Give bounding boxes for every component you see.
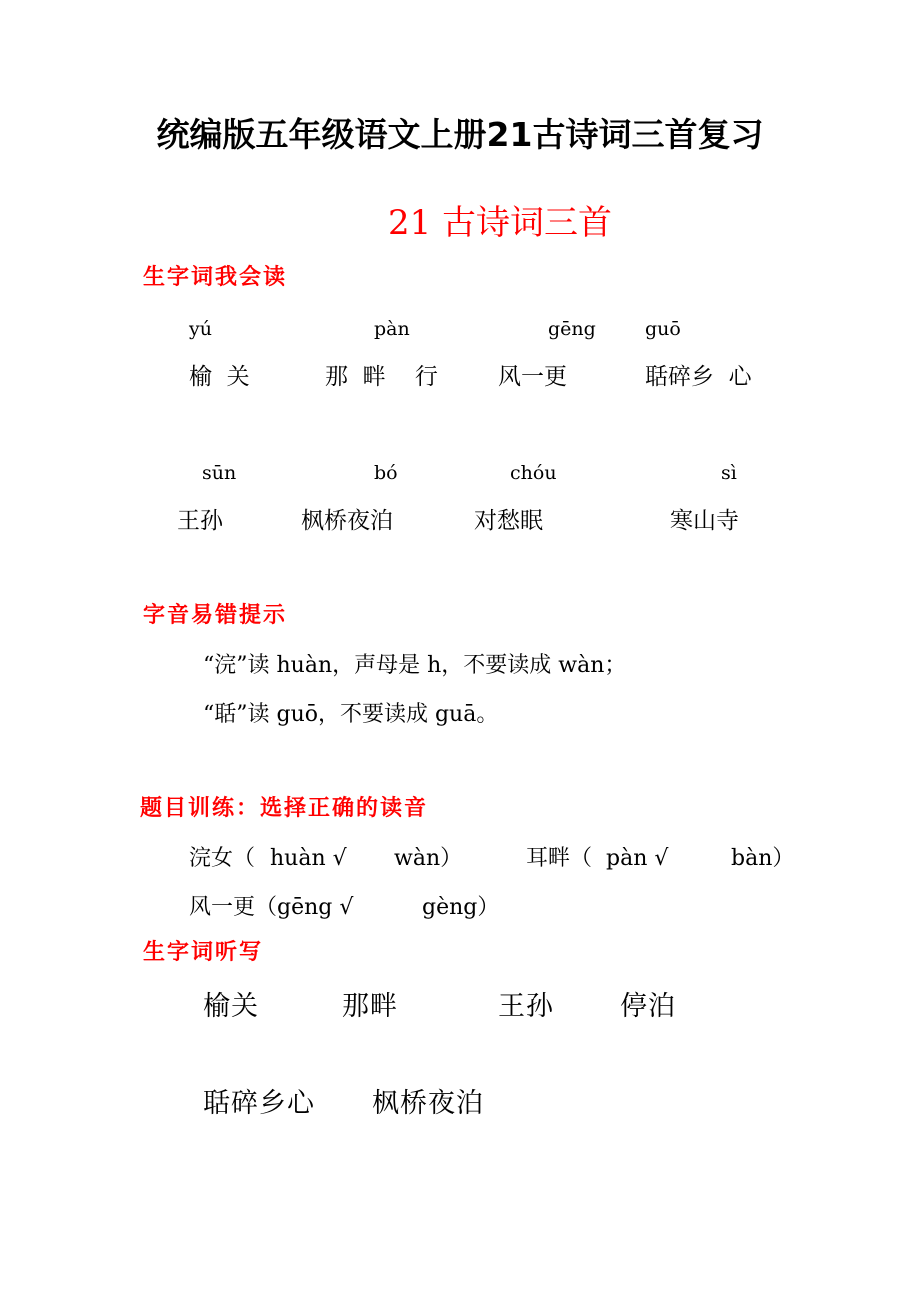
- exercise-word: 浣女（: [189, 846, 256, 871]
- dictation-word: 聒碎乡心: [203, 1088, 315, 1119]
- section-heading-pronunciation-tips: 字音易错提示: [143, 602, 288, 628]
- exercise-option-correct: pàn √: [606, 846, 669, 871]
- exercise-option: wàn）: [394, 846, 463, 871]
- exercise-word: 风一更（gēng √: [189, 895, 354, 920]
- dictation-word: 那畔: [342, 991, 398, 1022]
- pronunciation-note: “聒”读 guō，不要读成 guā。: [203, 702, 499, 727]
- vocab-word: 寒山寺: [670, 508, 739, 534]
- pinyin-label: sì: [721, 462, 737, 484]
- pinyin-label: pàn: [374, 318, 410, 340]
- pinyin-label: gēng: [548, 318, 596, 340]
- pinyin-label: bó: [374, 462, 398, 484]
- pinyin-label: sūn: [202, 462, 237, 484]
- section-heading-read-words: 生字词我会读: [143, 264, 288, 290]
- document-title: 统编版五年级语文上册21古诗词三首复习: [156, 115, 764, 154]
- pinyin-label: chóu: [510, 462, 557, 484]
- vocab-word: 榆 关: [189, 364, 250, 390]
- pinyin-label: yú: [189, 318, 212, 340]
- lesson-title: 21 古诗词三首: [387, 203, 613, 243]
- vocab-word: 风一更: [498, 364, 567, 390]
- dictation-word: 停泊: [620, 991, 676, 1022]
- exercise-option: gèng）: [422, 895, 500, 920]
- exercise-option-correct: huàn √: [270, 846, 347, 871]
- vocab-word: 王孙: [177, 508, 223, 534]
- section-heading-exercise: 题目训练：选择正确的读音: [140, 795, 429, 821]
- exercise-word: 耳畔（: [526, 846, 593, 871]
- vocab-word: 聒碎乡 心: [645, 364, 752, 390]
- vocab-word: 对愁眠: [474, 508, 543, 534]
- vocab-word: 那 畔 行: [325, 364, 438, 390]
- pinyin-label: guō: [645, 318, 681, 340]
- dictation-word: 枫桥夜泊: [372, 1088, 484, 1119]
- pronunciation-note: “浣”读 huàn，声母是 h，不要读成 wàn；: [203, 653, 627, 678]
- dictation-word: 榆关: [203, 991, 259, 1022]
- exercise-option: bàn）: [731, 846, 795, 871]
- section-heading-dictation: 生字词听写: [143, 939, 264, 965]
- dictation-word: 王孙: [498, 991, 554, 1022]
- vocab-word: 枫桥夜泊: [301, 508, 393, 534]
